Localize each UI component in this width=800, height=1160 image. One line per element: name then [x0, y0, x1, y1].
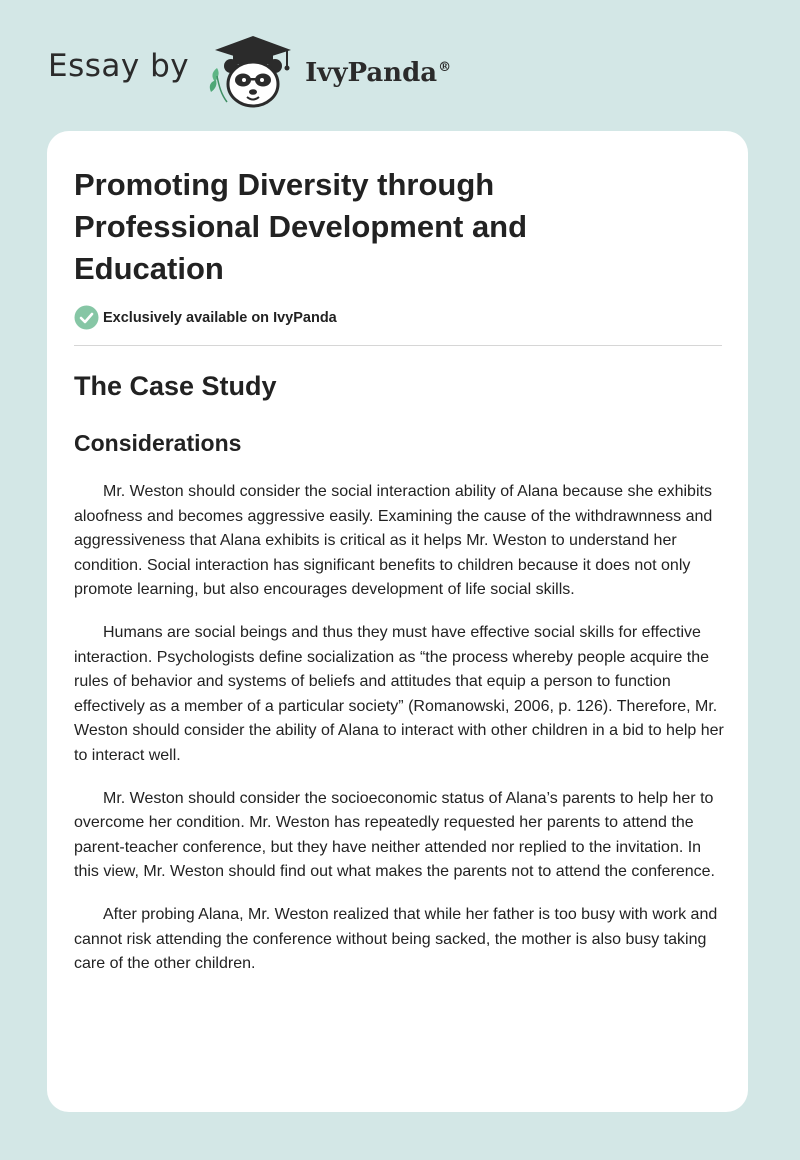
subsection-heading: Considerations: [74, 430, 242, 456]
checkmark-icon: [74, 305, 99, 330]
paragraph: Mr. Weston should consider the social interaction ability of Alana because she exhibits aloofness and becomes aggressive easily. Examining the cause of the withdrawnness and aggressiveness that Alana exhibits is critical as it helps Mr. Weston to understand her condition. Social interaction has significant benefits to children because it does not only promote learning, but also encourages development of life social skills.: [74, 483, 713, 599]
panda-logo-icon[interactable]: [207, 30, 299, 110]
paragraph: Mr. Weston should consider the socioeconomic status of Alana’s parents to help her to overcome her condition. Mr. Weston has repeatedly requested her parents to attend the parent-teacher conference, but they have neither attended nor replied to the invitation. In this view, Mr. Weston should find out what makes the parents not to attend the conference.: [74, 789, 715, 881]
registered-mark: ®: [438, 60, 452, 76]
availability-text: Exclusively available on IvyPanda: [103, 309, 337, 326]
section-heading: The Case Study: [74, 371, 277, 401]
paragraph: Humans are social beings and thus they must have effective social skills for effective interaction. Psychologists define socialization as “the process whereby people acquire the rules of behavior and systems of beliefs and attitudes that equip a person to function effectively as a member of a particular society” (Romanowski, 2006, p. 126). Therefore, Mr. Weston should consider the ability of Alana to interact with other children in a bid to help her to interact well.: [74, 623, 724, 764]
availability-badge: [74, 305, 337, 330]
paragraph: After probing Alana, Mr. Weston realized that while her father is too busy with work and cannot risk attending the conference without being sacked, the mother is also busy taking care of the other children.: [74, 905, 718, 973]
article-card: [47, 131, 748, 1112]
article-body: [74, 480, 726, 995]
site-header: [48, 30, 451, 110]
brand-name[interactable]: IvyPanda®: [305, 58, 452, 88]
title-divider: [74, 345, 722, 346]
article-title: Promoting Diversity through Professional Development and Education: [74, 167, 528, 286]
brand-prefix: Essay by: [48, 48, 190, 84]
